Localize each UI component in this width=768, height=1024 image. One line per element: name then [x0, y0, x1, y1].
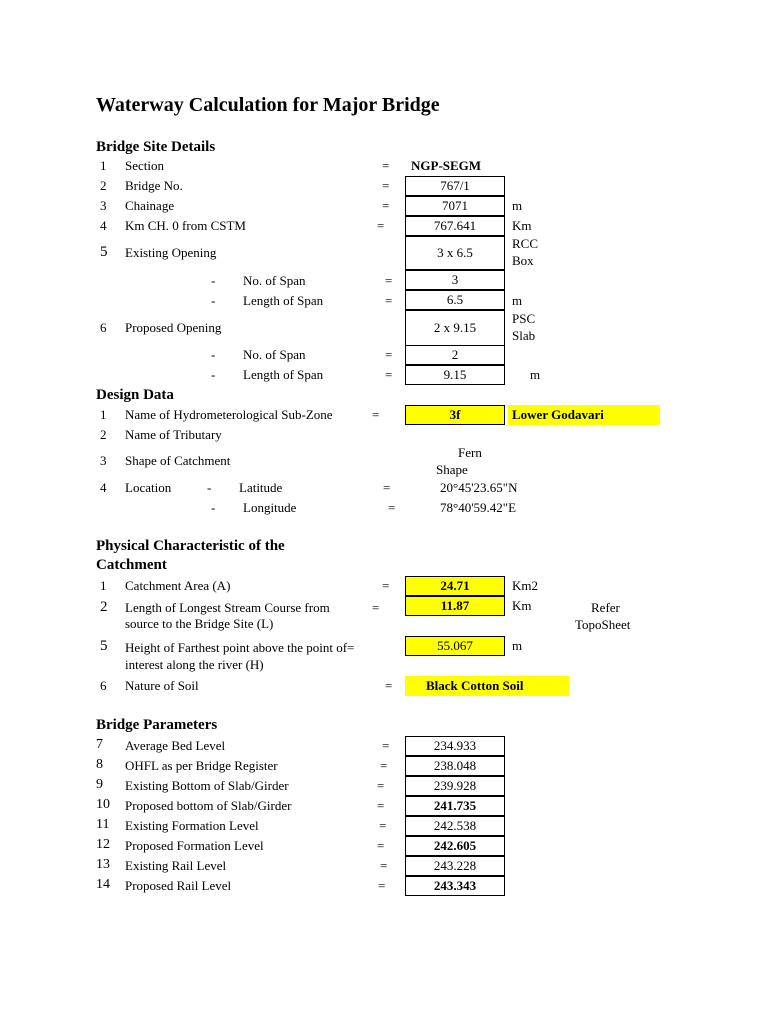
equals-sign: = — [377, 218, 385, 233]
sub-zone-name-cell: Lower Godavari — [508, 405, 660, 425]
param-label: Existing Formation Level — [125, 818, 259, 833]
equals-sign: = — [385, 273, 393, 288]
page-title: Waterway Calculation for Major Bridge — [96, 94, 440, 116]
refer-note: Refer — [591, 600, 620, 615]
refer-note-line2: TopoSheet — [575, 617, 631, 632]
param-label: Average Bed Level — [125, 738, 226, 753]
row-label: Length of Span — [243, 367, 324, 382]
dash: - — [211, 347, 216, 362]
chainage-cell: 7071 — [405, 196, 505, 216]
equals-sign: = — [380, 758, 388, 773]
row-label: No. of Span — [243, 347, 306, 362]
row-label: Existing Opening — [125, 245, 217, 260]
row-label: Shape of Catchment — [125, 453, 231, 468]
row-label: Location — [125, 480, 172, 495]
param-value-cell: 243.228 — [405, 856, 505, 876]
unit-label: m — [530, 367, 541, 382]
equals-sign: = — [385, 293, 393, 308]
row-number: 6 — [100, 678, 107, 693]
equals-sign: = — [380, 858, 388, 873]
row-number: 2 — [100, 427, 107, 442]
existing-length-cell: 6.5 — [405, 290, 505, 310]
section-heading-site: Bridge Site Details — [96, 139, 216, 155]
section-heading-design: Design Data — [96, 387, 174, 403]
row-label: Nature of Soil — [125, 678, 199, 693]
dash: - — [211, 273, 216, 288]
param-label: Existing Bottom of Slab/Girder — [125, 778, 289, 793]
equals-sign: = — [385, 367, 393, 382]
dash: - — [211, 500, 216, 515]
row-number: 2 — [100, 599, 108, 615]
row-number: 10 — [96, 797, 110, 812]
equals-sign: = — [378, 878, 386, 893]
dash: - — [207, 480, 212, 495]
param-value-cell: 242.538 — [405, 816, 505, 836]
equals-sign: = — [385, 347, 393, 362]
unit-label: Slab — [512, 328, 536, 343]
row-label: Latitude — [239, 480, 283, 495]
row-label-line2: source to the Bridge Site (L) — [125, 616, 274, 631]
equals-sign: = — [382, 738, 390, 753]
equals-sign: = — [377, 798, 385, 813]
proposed-opening-cell: 2 x 9.15 — [405, 310, 505, 346]
unit-label: RCC — [512, 236, 539, 251]
equals-sign: = — [382, 578, 390, 593]
stream-length-cell: 11.87 — [405, 596, 505, 616]
latitude-value: 20°45'23.65"N — [440, 480, 518, 495]
row-label: Catchment Area (A) — [125, 578, 231, 593]
row-number: 12 — [96, 837, 110, 852]
equals-sign: = — [372, 600, 380, 615]
equals-sign: = — [388, 500, 396, 515]
row-number: 13 — [96, 857, 110, 872]
dash: - — [211, 367, 216, 382]
proposed-span-cell: 2 — [405, 345, 505, 365]
row-label: Proposed Opening — [125, 320, 222, 335]
row-number: 7 — [96, 737, 103, 752]
row-label: Longitude — [243, 500, 297, 515]
row-number: 4 — [100, 218, 107, 233]
param-label: Proposed Rail Level — [125, 878, 232, 893]
row-number: 11 — [96, 817, 110, 832]
row-label: Chainage — [125, 198, 175, 213]
equals-sign: = — [372, 407, 380, 422]
row-number: 1 — [100, 578, 107, 593]
row-number: 6 — [100, 320, 107, 335]
row-label: Section — [125, 158, 164, 173]
unit-label: m — [512, 638, 523, 653]
catchment-area-cell: 24.71 — [405, 576, 505, 596]
row-label: Bridge No. — [125, 178, 183, 193]
param-label: Proposed Formation Level — [125, 838, 264, 853]
proposed-length-cell: 9.15 — [405, 365, 505, 385]
row-label: Height of Farthest point above the point of= — [125, 640, 355, 655]
row-label-line2: interest along the river (H) — [125, 657, 264, 672]
row-number: 3 — [100, 453, 107, 468]
param-label: OHFL as per Bridge Register — [125, 758, 278, 773]
sub-zone-cell: 3f — [405, 405, 505, 425]
unit-label: Km — [512, 218, 532, 233]
shape-value-line1: Fern — [458, 445, 482, 460]
row-number: 4 — [100, 480, 107, 495]
param-value-cell: 242.605 — [405, 836, 505, 856]
param-value-cell: 243.343 — [405, 876, 505, 896]
unit-label: Box — [512, 253, 534, 268]
row-label: Length of Longest Stream Course from — [125, 600, 330, 615]
row-label: Name of Tributary — [125, 427, 222, 442]
unit-label: PSC — [512, 311, 536, 326]
section-heading-params: Bridge Parameters — [96, 717, 218, 733]
row-number: 5 — [100, 638, 108, 654]
equals-sign: = — [382, 158, 390, 173]
equals-sign: = — [377, 778, 385, 793]
row-number: 5 — [100, 244, 108, 260]
unit-label: Km — [512, 598, 532, 613]
row-number: 3 — [100, 198, 107, 213]
row-number: 8 — [96, 757, 103, 772]
row-number: 9 — [96, 777, 103, 792]
equals-sign: = — [383, 480, 391, 495]
row-number: 2 — [100, 178, 107, 193]
dash: - — [211, 293, 216, 308]
param-value-cell: 238.048 — [405, 756, 505, 776]
param-label: Existing Rail Level — [125, 858, 227, 873]
unit-label: Km2 — [512, 578, 538, 593]
param-value-cell: 239.928 — [405, 776, 505, 796]
row-number: 1 — [100, 158, 107, 173]
section-heading-physical-line2: Catchment — [96, 557, 167, 573]
param-label: Proposed bottom of Slab/Girder — [125, 798, 292, 813]
row-label: Name of Hydrometerological Sub-Zone — [125, 407, 333, 422]
longitude-value: 78°40'59.42"E — [440, 500, 517, 515]
height-cell: 55.067 — [405, 636, 505, 656]
soil-cell: Black Cotton Soil — [405, 676, 569, 696]
unit-label: m — [512, 293, 523, 308]
existing-opening-cell: 3 x 6.5 — [405, 236, 505, 270]
equals-sign: = — [382, 198, 390, 213]
shape-value-line2: Shape — [436, 462, 468, 477]
param-value-cell: 241.735 — [405, 796, 505, 816]
equals-sign: = — [385, 678, 393, 693]
row-label: Length of Span — [243, 293, 324, 308]
row-number: 1 — [100, 407, 107, 422]
section-heading-physical: Physical Characteristic of the — [96, 538, 285, 554]
row-label: No. of Span — [243, 273, 306, 288]
km-cell: 767.641 — [405, 216, 505, 236]
row-number: 14 — [96, 877, 110, 892]
param-value-cell: 234.933 — [405, 736, 505, 756]
equals-sign: = — [382, 178, 390, 193]
row-label: Km CH. 0 from CSTM — [125, 218, 246, 233]
bridge-no-cell: 767/1 — [405, 176, 505, 196]
existing-span-cell: 3 — [405, 270, 505, 290]
section-value: NGP-SEGM — [411, 158, 482, 173]
unit-label: m — [512, 198, 523, 213]
equals-sign: = — [379, 818, 387, 833]
equals-sign: = — [377, 838, 385, 853]
